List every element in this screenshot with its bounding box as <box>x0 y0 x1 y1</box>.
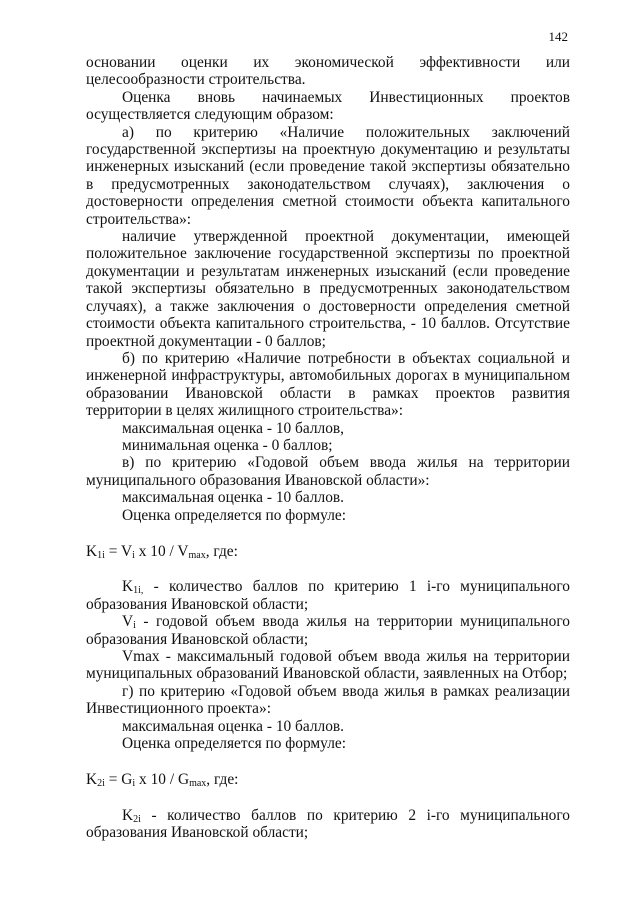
paragraph-def-vi: $V_i$ - годовой объем ввода жилья на территории муниципального образования Ивановской области; <box>86 613 570 648</box>
paragraph-def-vmax: Vmax - максимальный годовой объем ввода жилья на территории муниципальных образований Ивановской области, заявленных на Отбор; <box>86 648 570 683</box>
paragraph-criterion-a-score: наличие утвержденной проектной документации, имеющей положительное заключение государственной экспертизы по проектной документации и результатам инженерных изысканий (если проведение такой экспертизы обязательно в предусмотренных законодательством случаях), а также заключения о достоверности определения сметной стоимости объекта капитального строительства, - 10 баллов. Отсутствие проектной документации - 0 баллов; <box>86 228 570 350</box>
paragraph-intro: Оценка вновь начинаемых Инвестиционных проектов осуществляется следующим образом: <box>86 88 570 124</box>
paragraph-continuation: основании оценки их экономической эффективности или целесообразности строительства. <box>86 54 570 89</box>
formula-k1: $K_{1i} = V_i$ x $10 / V_{max}$, где: <box>86 542 238 561</box>
paragraph-criterion-b: б) по критерию «Наличие потребности в объектах социальной и инженерной инфраструктуры, автомобильных дорогах в муниципальном образовании Ивановской области в рамках проектов развития территории в целях жилищного строительства»: <box>86 349 570 420</box>
formula-k2: $K_{2i} = G_i$ x $10 / G_{max}$, где: <box>86 771 239 790</box>
paragraph-def-k2: $K_{2i}$ - количество баллов по критерию 2 i-го муниципального образования Ивановской области; <box>86 806 570 842</box>
page-number: 142 <box>548 29 568 44</box>
paragraph-criterion-a: а) по критерию «Наличие положительных заключений государственной экспертизы на проектную документацию и результаты инженерных изысканий (если проведение такой экспертизы обязательно в предусмотренных законодательством случаях), заключения о достоверности определения сметной стоимости объекта капитального строительства»: <box>86 123 570 228</box>
paragraph-max-score-g: максимальная оценка - 10 баллов. <box>122 717 345 735</box>
paragraph-criterion-v: в) по критерию «Годовой объем ввода жилья на территории муниципального образования Ивановской области»: <box>86 454 570 489</box>
paragraph-max-score-v: максимальная оценка - 10 баллов. <box>122 489 345 507</box>
paragraph-def-k1: $K_{1i,}$ - количество баллов по критерию 1 i-го муниципального образования Ивановской области; <box>86 578 570 613</box>
paragraph-formula-intro-2: Оценка определяется по формуле: <box>122 735 346 753</box>
document-body <box>86 54 570 842</box>
paragraph-criterion-g: г) по критерию «Годовой объем ввода жилья в рамках реализации Инвестиционного проекта»: <box>86 682 570 718</box>
paragraph-min-score-b: минимальная оценка - 0 баллов; <box>122 436 333 454</box>
paragraph-max-score-b: максимальная оценка - 10 баллов, <box>122 419 345 437</box>
paragraph-formula-intro-1: Оценка определяется по формуле: <box>122 506 346 524</box>
